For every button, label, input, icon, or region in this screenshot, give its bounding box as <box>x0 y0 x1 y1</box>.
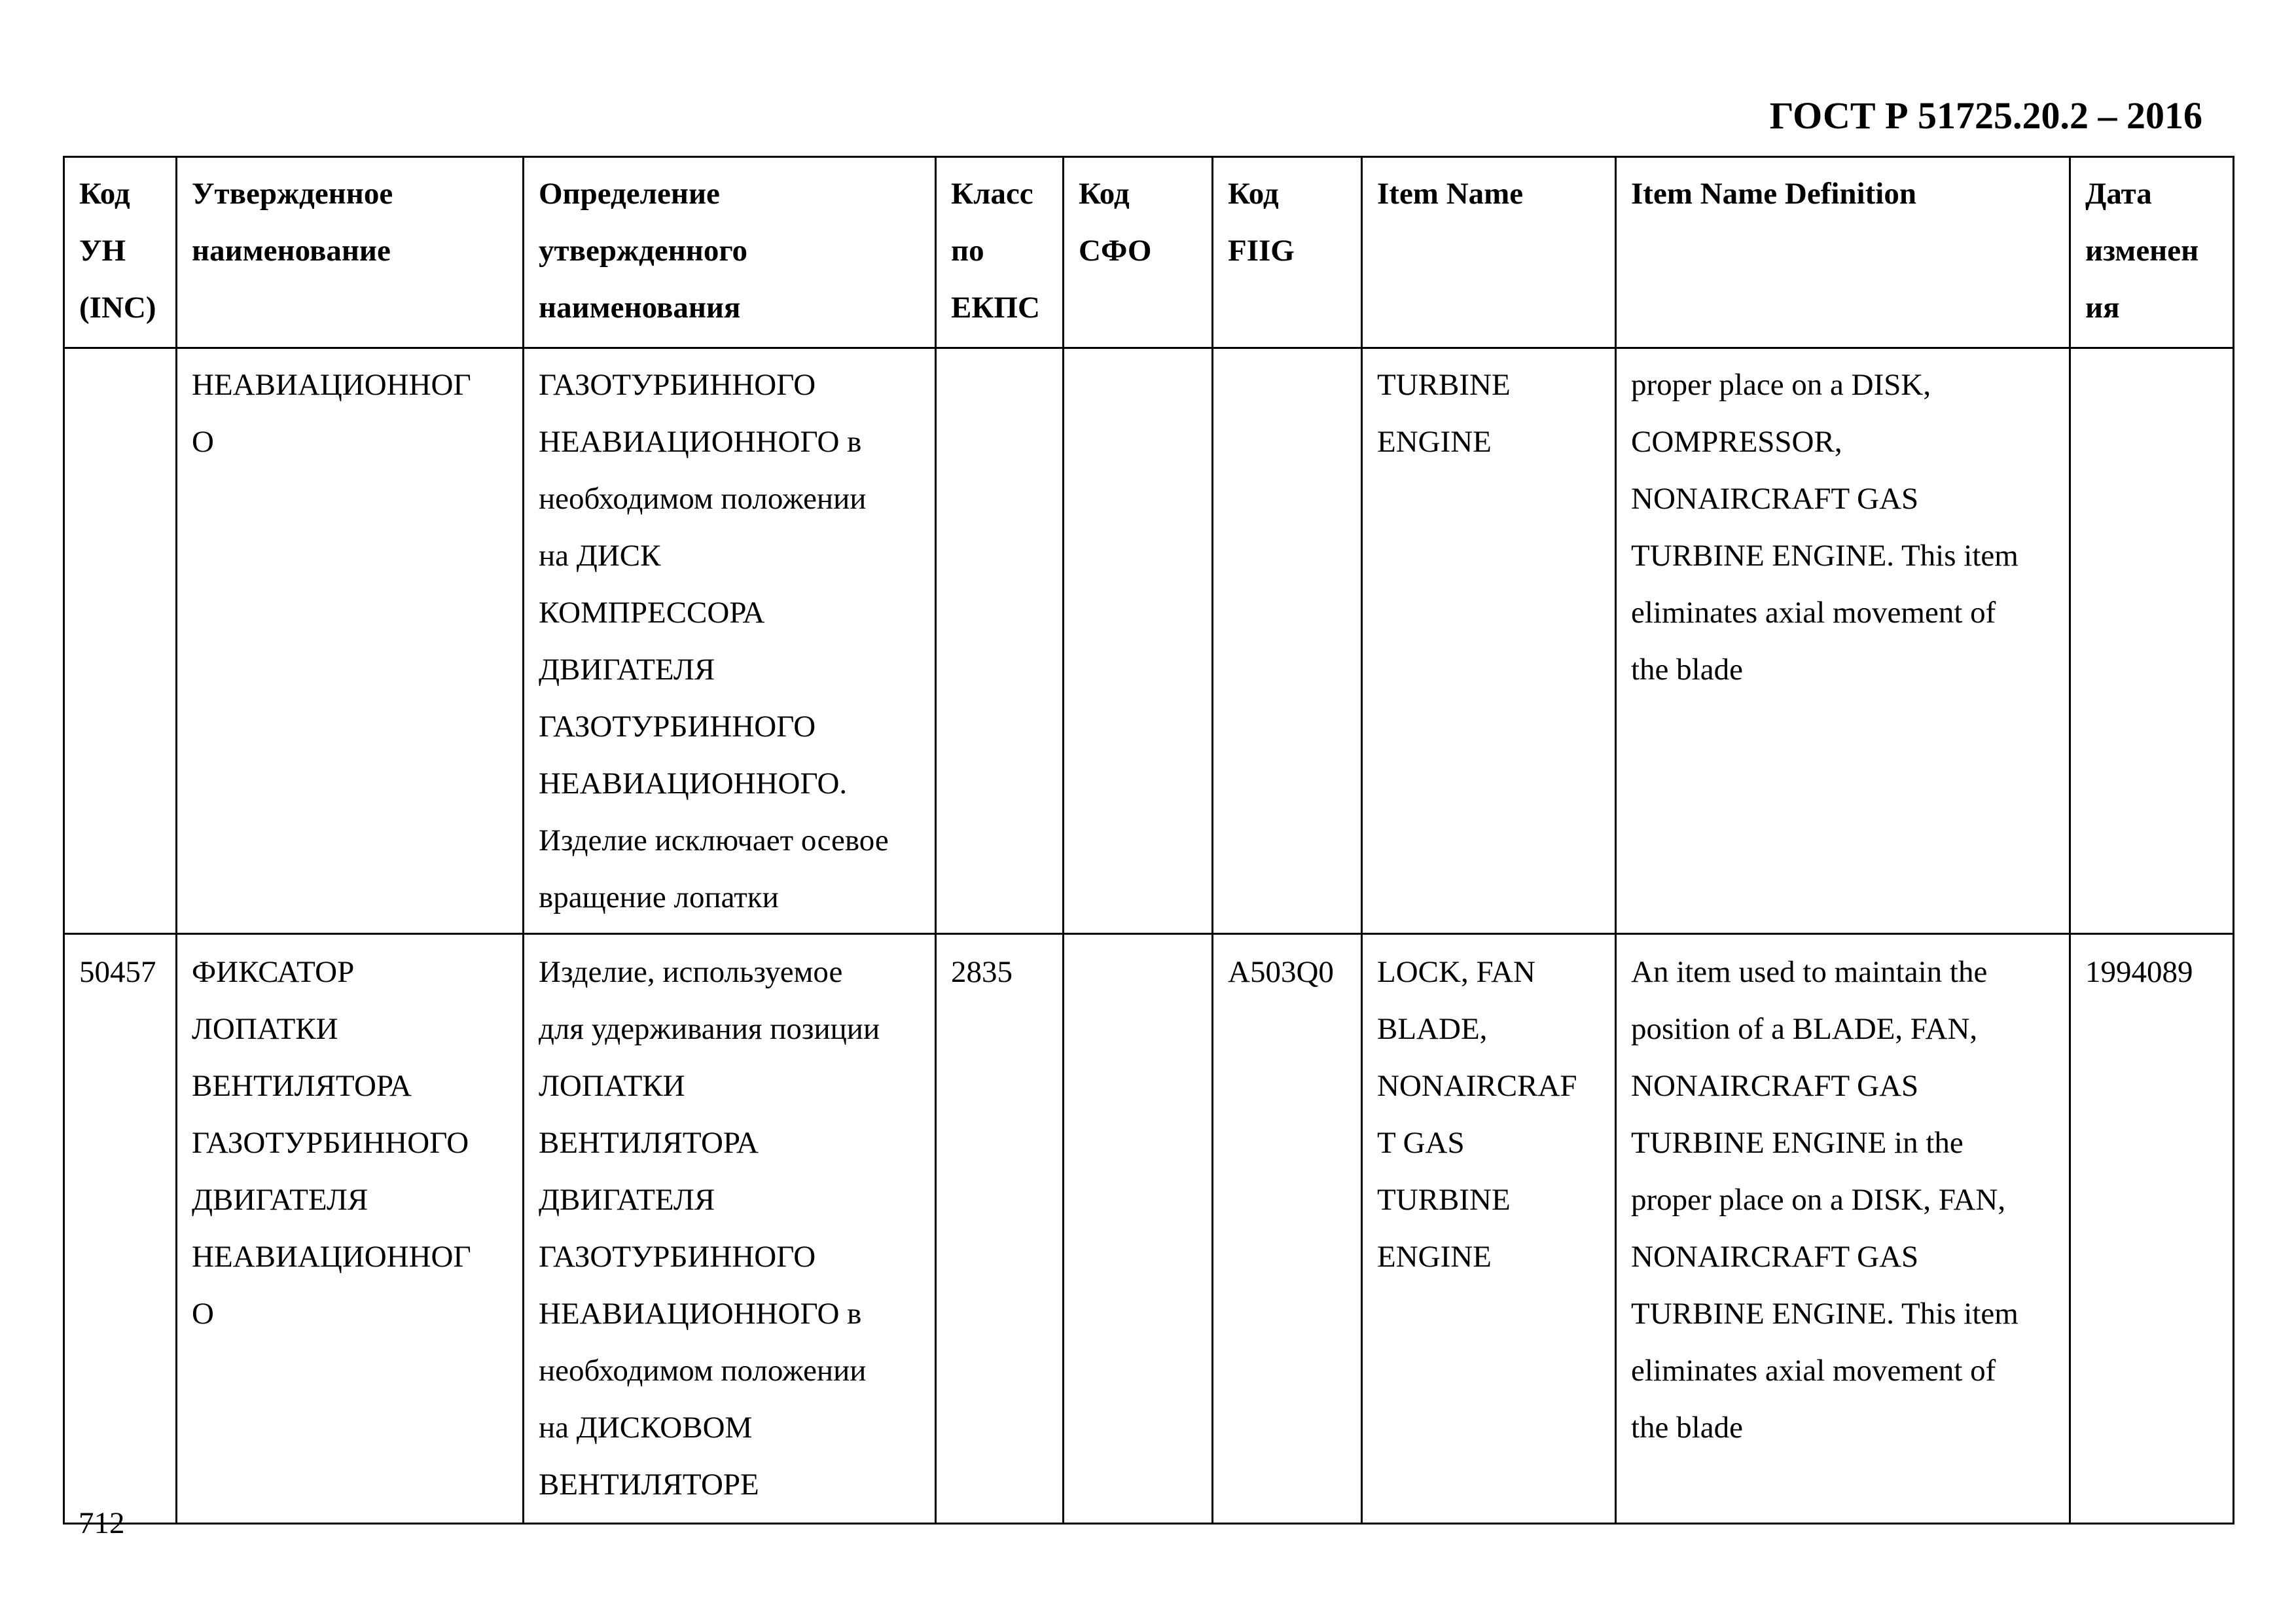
cell-fiig-code: A503Q0 <box>1213 934 1362 1524</box>
cell-ekps-class: 2835 <box>936 934 1064 1524</box>
cell-inc-code <box>64 348 177 934</box>
header-item-name-definition: Item Name Definition <box>1616 157 2070 348</box>
table-row <box>64 348 2234 934</box>
header-fiig-code: Код FIIG <box>1213 157 1362 348</box>
cell-inc-code: 50457 <box>64 934 177 1524</box>
header-inc-code: Код УН (INC) <box>64 157 177 348</box>
cell-approved-name: ФИКСАТОР ЛОПАТКИ ВЕНТИЛЯТОРА ГАЗОТУРБИННОГО ДВИГАТЕЛЯ НЕАВИАЦИОННОГ О <box>177 934 524 1524</box>
table-header-row <box>64 157 2234 348</box>
header-sfo-code: Код СФО <box>1064 157 1213 348</box>
document-code: ГОСТ Р 51725.20.2 – 2016 <box>1769 94 2202 137</box>
header-ekps-class: Класс по ЕКПС <box>936 157 1064 348</box>
cell-change-date <box>2070 348 2234 934</box>
cell-name-definition-ru: ГАЗОТУРБИННОГО НЕАВИАЦИОННОГО в необходимом положении на ДИСК КОМПРЕССОРА ДВИГАТЕЛЯ ГАЗОТУРБИННОГО НЕАВИАЦИОННОГО. Изделие исключает осевое вращение лопатки <box>524 348 936 934</box>
cell-change-date: 1994089 <box>2070 934 2234 1524</box>
nomenclature-table <box>63 156 2234 1525</box>
cell-item-name: TURBINE ENGINE <box>1362 348 1616 934</box>
header-name-definition-ru: Определение утвержденного наименования <box>524 157 936 348</box>
page-number: 712 <box>79 1506 125 1540</box>
cell-name-definition-ru: Изделие, используемое для удерживания позиции ЛОПАТКИ ВЕНТИЛЯТОРА ДВИГАТЕЛЯ ГАЗОТУРБИННОГО НЕАВИАЦИОННОГО в необходимом положении на ДИСКОВОМ ВЕНТИЛЯТОРЕ <box>524 934 936 1524</box>
cell-item-name: LOCK, FAN BLADE, NONAIRCRAF T GAS TURBINE ENGINE <box>1362 934 1616 1524</box>
cell-sfo-code <box>1064 934 1213 1524</box>
cell-ekps-class <box>936 348 1064 934</box>
cell-item-name-definition: An item used to maintain the position of a BLADE, FAN, NONAIRCRAFT GAS TURBINE ENGINE in the proper place on a DISK, FAN, NONAIRCRAFT GAS TURBINE ENGINE. This item eliminates axial movement of the blade <box>1616 934 2070 1524</box>
cell-fiig-code <box>1213 348 1362 934</box>
cell-sfo-code <box>1064 348 1213 934</box>
header-change-date: Дата изменен ия <box>2070 157 2234 348</box>
header-approved-name: Утвержденное наименование <box>177 157 524 348</box>
cell-item-name-definition: proper place on a DISK, COMPRESSOR, NONAIRCRAFT GAS TURBINE ENGINE. This item eliminates axial movement of the blade <box>1616 348 2070 934</box>
table-row <box>64 934 2234 1524</box>
header-item-name: Item Name <box>1362 157 1616 348</box>
cell-approved-name: НЕАВИАЦИОННОГ О <box>177 348 524 934</box>
